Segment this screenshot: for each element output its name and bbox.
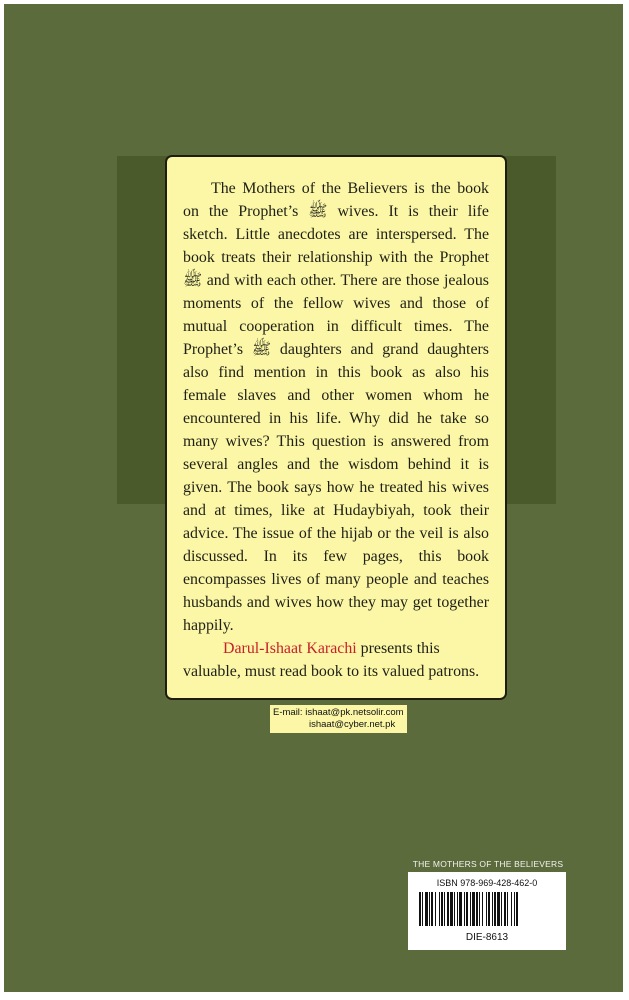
barcode-panel <box>408 872 566 950</box>
blurb-box <box>165 155 507 700</box>
email-address-1: ishaat@pk.netsolir.com <box>305 707 404 718</box>
email-row-1 <box>273 707 404 719</box>
email-box <box>270 705 407 733</box>
isbn-text: ISBN 978-969-428-462-0 <box>436 878 538 888</box>
barcode-block <box>408 859 568 959</box>
closing-text: presents this valuable, must read book to its valued patrons. <box>183 640 480 680</box>
email-row-2 <box>273 719 404 731</box>
email-label: E-mail: <box>273 707 303 718</box>
closing-line <box>183 637 489 683</box>
publisher-name: Darul-Ishaat Karachi <box>223 640 357 657</box>
barcode-title: THE MOTHERS OF THE BELIEVERS <box>412 859 564 869</box>
barcode-icon <box>419 892 555 926</box>
barcode-code: DIE-8613 <box>465 932 509 943</box>
blurb-paragraph: The Mothers of the Believers is the book on the Prophet’s ﷺ wives. It is their life sketch. Little anecdotes are interspersed. The book treats their relationship with the Prophet ﷺ and with each other. There are those jealous moments of the fellow wives and those of mutual cooperation in difficult times. The Prophet’s ﷺ daughters and grand daughters also find mention in this book as also his female slaves and other women whom he encountered in his life. Why did he take so many wives? This question is answered from several angles and the wisdom behind it is given. The book says how he treated his wives and at times, like at Hudaybiyah, took their advice. The issue of the hijab or the veil is also discussed. In its few pages, this book encompasses lives of many people and teaches husbands and wives how they may get together happily. <box>183 180 489 634</box>
back-cover <box>4 4 623 992</box>
email-address-2: ishaat@cyber.net.pk <box>309 719 396 730</box>
